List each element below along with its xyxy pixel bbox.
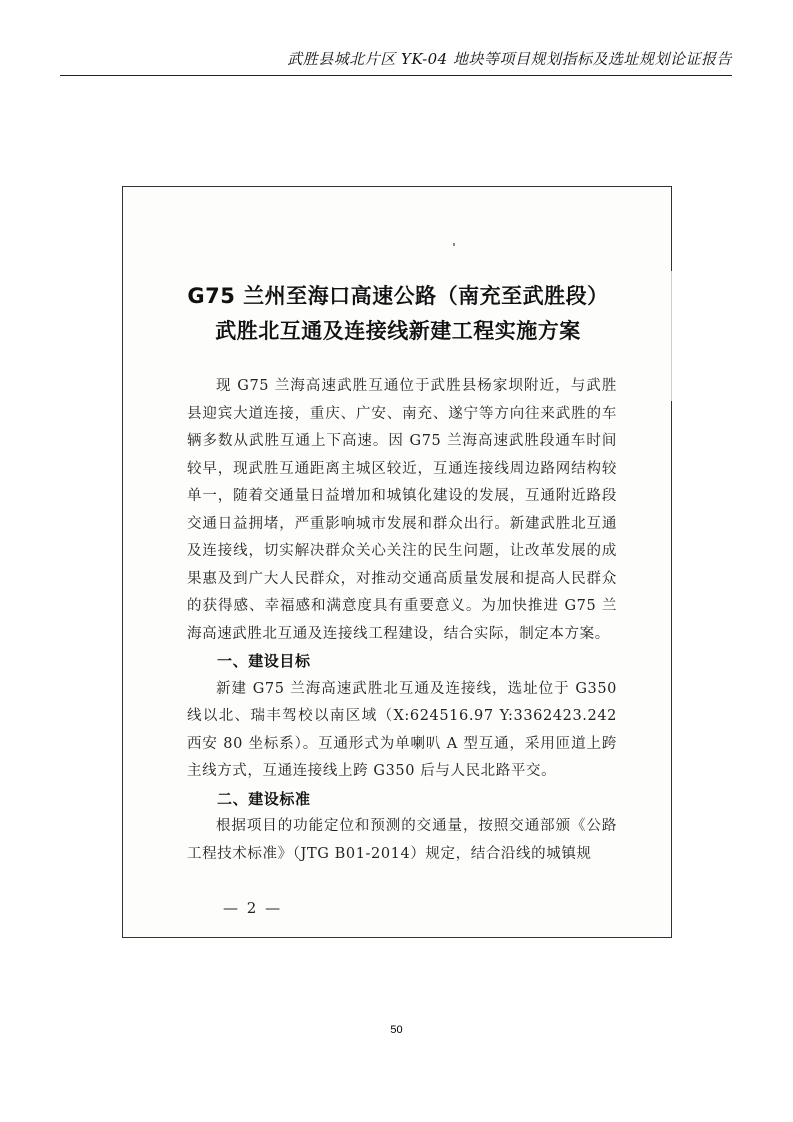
running-header: 武胜县城北片区 YK-04 地块等项目规划指标及选址规划论证报告	[60, 48, 732, 76]
document-title	[123, 279, 673, 349]
page-number: 50	[390, 1024, 403, 1036]
title-line-2: 武胜北互通及连接线新建工程实施方案	[215, 319, 581, 343]
scanned-page	[122, 186, 672, 938]
intro-paragraph: 现 G75 兰海高速武胜互通位于武胜县杨家坝附近，与武胜县迎宾大道连接，重庆、广安、南充、遂宁等方向往来武胜的车辆多数从武胜互通上下高速。因 G75 兰海高速武胜段通车时间较早，现武胜互通距离主城区较近，互通连接线周边路网结构较单一，随着交通量日益增加和城镇化建设的发展，互通附近路段交通日益拥堵，严重影响城市发展和群众出行。新建武胜北互通及连接线，切实解决群众关心关注的民生问题，让改革发展的成果惠及到广大人民群众，对推动交通高质量发展和提高人民群众的获得感、幸福感和满意度具有重要意义。为加快推进 G75 兰海高速武胜北互通及连接线工程建设，结合实际，制定本方案。	[187, 378, 617, 642]
title-line-1: G75 兰州至海口高速公路（南充至武胜段）	[187, 284, 609, 308]
section-1-paragraph: 新建 G75 兰海高速武胜北互通及连接线，选址位于 G350 线以北、瑞丰驾校以南区域（X:624516.97 Y:3362423.242 西安 80 坐标系）。互通形式为单喇叭 A 型互通，采用匝道上跨主线方式，互通连接线上跨 G350 后与人民北路平交。	[187, 680, 617, 779]
inner-page-number: — 2 —	[223, 899, 283, 917]
section-1-heading: 一、建设目标	[217, 652, 311, 670]
document-body	[187, 373, 617, 868]
scan-speck	[453, 243, 455, 246]
section-2-paragraph: 根据项目的功能定位和预测的交通量，按照交通部颁《公路工程技术标准》（JTG B01-2014）规定，结合沿线的城镇规	[187, 818, 617, 862]
section-2-heading: 二、建设标准	[217, 789, 311, 808]
